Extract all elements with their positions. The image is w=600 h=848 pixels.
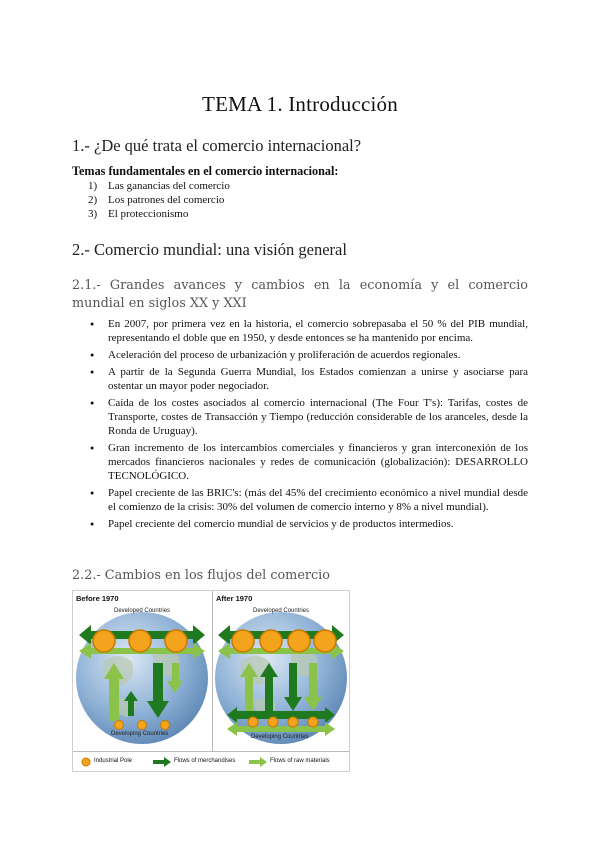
industrial-pole-icon <box>115 721 124 730</box>
industrial-pole-icon <box>288 630 310 652</box>
legend-merch-label: Flows of merchandises <box>174 758 236 764</box>
temas-list <box>88 179 230 221</box>
bullet-item: ● Gran incremento de los intercambios comerciales y financieros y gran interconexión de los mercados financieros nacionales y redes de comunicación (globalización): DESARROLLO TECNOLÓGICO. <box>90 441 528 484</box>
after-1970-title: After 1970 <box>216 594 253 603</box>
industrial-pole-icon <box>161 721 170 730</box>
developed-countries-label-after: Developed Countries <box>253 608 310 614</box>
industrial-pole-icon <box>129 630 151 652</box>
developed-countries-label-before: Developed Countries <box>114 608 171 614</box>
section-2-heading: 2.- Comercio mundial: una visión general <box>72 240 347 259</box>
industrial-pole-icon <box>232 630 254 652</box>
raw-materials-arrow-icon <box>249 757 267 767</box>
before-1970-title: Before 1970 <box>76 594 119 603</box>
legend-raw-label: Flows of raw materials <box>270 758 330 764</box>
list-item: 3) El proteccionismo <box>88 208 189 220</box>
temas-label: Temas fundamentales en el comercio internacional: <box>72 164 339 178</box>
bullet-item: ● Papel creciente del comercio mundial de servicios y de productos intermedios. <box>90 517 528 531</box>
trade-flows-figure <box>72 590 350 772</box>
industrial-pole-icon <box>288 717 298 727</box>
bullet-item: ● Papel creciente de las BRIC's: (más del 45% del crecimiento económico a nivel mundial desde el comienzo de la crisis: 30% del volumen de comercio interno y 8% a nivel mundial). <box>90 486 528 514</box>
industrial-pole-icon <box>81 757 91 767</box>
industrial-pole-icon <box>308 717 318 727</box>
legend-pole-label: Industrial Pole <box>94 758 133 764</box>
bullet-item: ● A partir de la Segunda Guerra Mundial, los Estados comienzan a unirse y asociarse para ostentar un mayor poder negociador. <box>90 365 528 393</box>
list-item: 2) Los patrones del comercio <box>88 194 225 206</box>
page-title: TEMA 1. Introducción <box>202 92 398 116</box>
section-2-2-heading: 2.2.- Cambios en los flujos del comercio <box>72 568 330 583</box>
bullet-list <box>90 317 528 534</box>
industrial-pole-icon <box>314 630 336 652</box>
before-1970-diagram <box>73 601 211 751</box>
industrial-pole-icon <box>93 630 115 652</box>
section-2-1-heading: 2.1.- Grandes avances y cambios en la economía y el comercio mundial en siglos XX y XXI <box>72 278 528 311</box>
bullet-item: ● Aceleración del proceso de urbanización y proliferación de acuerdos regionales. <box>90 348 528 362</box>
merchandise-arrow-icon <box>153 757 171 767</box>
industrial-pole-icon <box>248 717 258 727</box>
developing-countries-label-after: Developing Countries <box>251 734 309 740</box>
industrial-pole-icon <box>138 721 147 730</box>
industrial-pole-icon <box>268 717 278 727</box>
after-1970-diagram <box>213 601 349 751</box>
industrial-pole-icon <box>260 630 282 652</box>
developing-countries-label-before: Developing Countries <box>111 731 169 737</box>
figure-legend <box>73 751 349 772</box>
industrial-pole-icon <box>165 630 187 652</box>
section-1-heading: 1.- ¿De qué trata el comercio internacional? <box>72 136 362 155</box>
bullet-item: ● En 2007, por primera vez en la historia, el comercio sobrepasaba el 50 % del PIB mundial, representando el doble que en 1950, y desde entonces se ha mantenido por encima. <box>90 317 528 345</box>
list-item: 1) Las ganancias del comercio <box>88 180 230 192</box>
bullet-item: ● Caída de los costes asociados al comercio internacional (The Four T's): Tarifas, costes de Transporte, costes de Transacción y Tiempo (reducción considerable de los aranceles, desde la Ronda de Uruguay). <box>90 396 528 439</box>
